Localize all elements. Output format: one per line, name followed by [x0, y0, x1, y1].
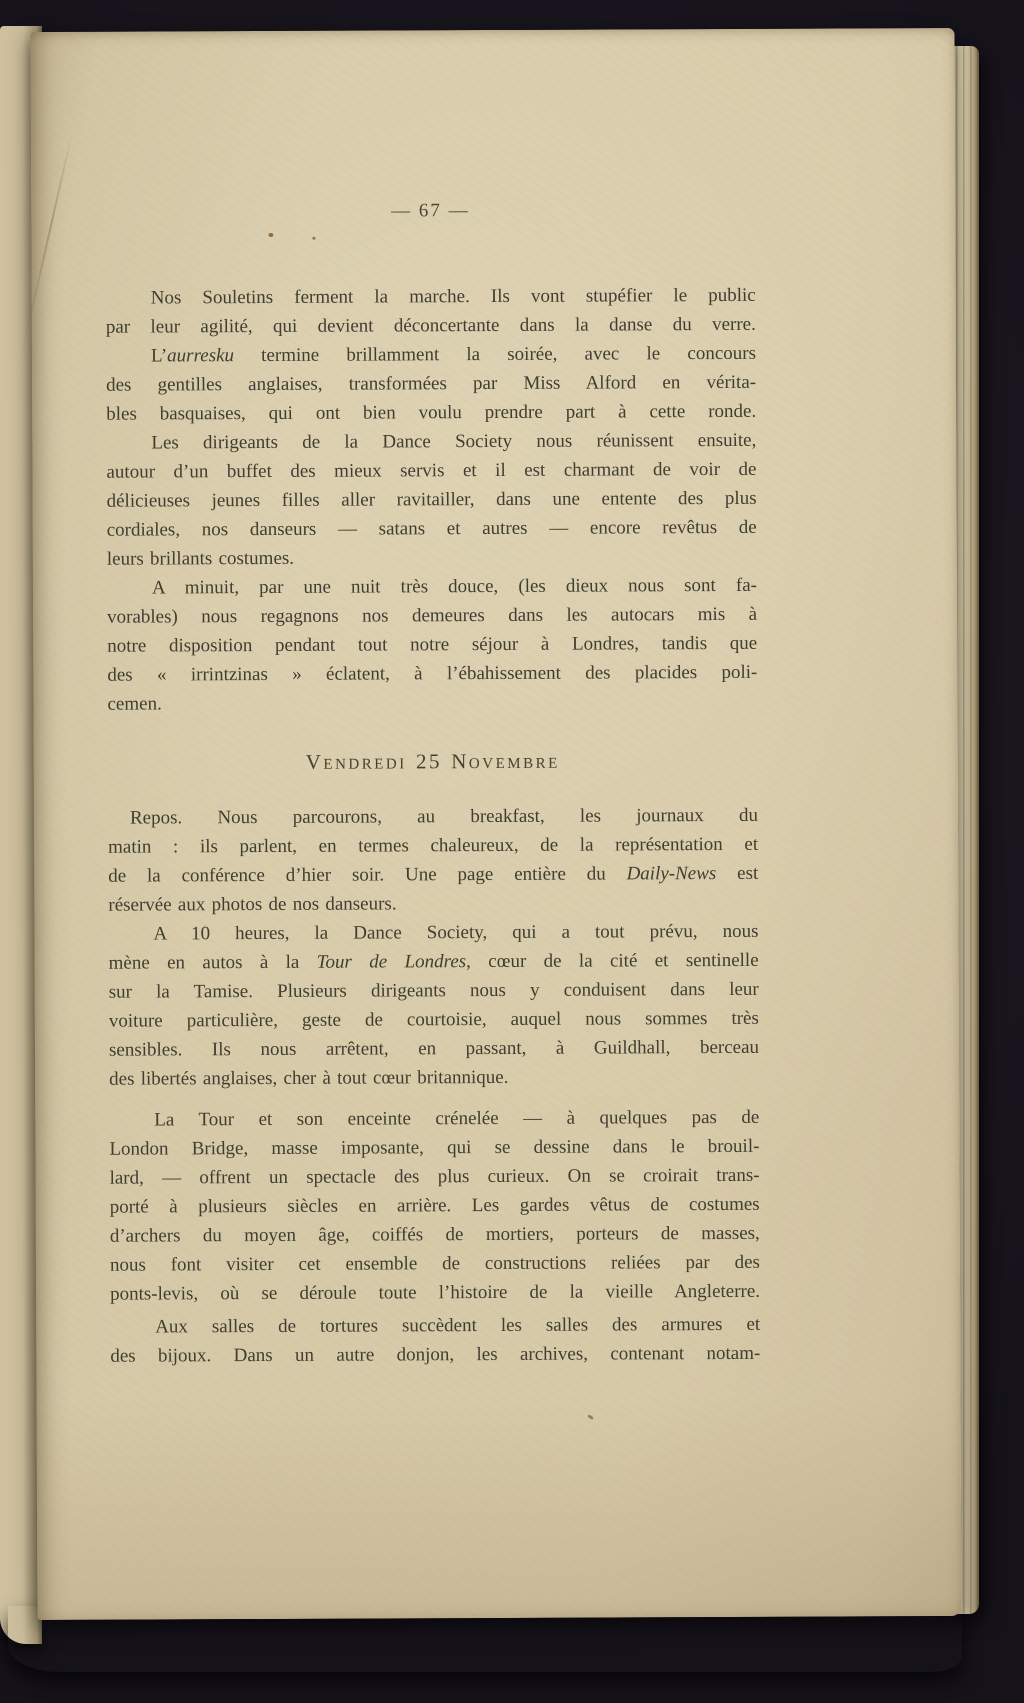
text-line: autour d’un buffet des mieux servis et il est charmant de voir de	[106, 458, 757, 483]
text-line: par leur agilité, qui devient déconcertante dans la danse du verre.	[105, 313, 756, 338]
text-line: porté à plusieurs siècles en arrière. Les gardes vêtus de costumes	[109, 1193, 760, 1218]
text-line: London Bridge, masse imposante, qui se dessine dans le brouil-	[109, 1135, 760, 1160]
paragraph	[110, 1310, 760, 1371]
text-line: des « irrintzinas » éclatent, à l’ébahissement des placides poli-	[107, 661, 758, 686]
text-line: La Tour et son enceinte crénelée — à quelques pas de	[154, 1106, 760, 1131]
text-line: leurs brillants costumes.	[106, 547, 295, 570]
text-line: bles basquaises, qui ont bien voulu prendre part à cette ronde.	[106, 400, 757, 425]
text-line: Aux salles de tortures succèdent les salles des armures et	[155, 1313, 761, 1338]
text-line: lard, — offrent un spectacle des plus curieux. On se croirait trans-	[109, 1164, 760, 1189]
text-line: Les dirigeants de la Dance Society nous réunissent ensuite,	[151, 429, 757, 454]
text-line: de la conférence d’hier soir. Une page entière du Daily-News est	[108, 862, 759, 887]
page-number: — 67 —	[391, 200, 470, 222]
text-line: cordiales, nos danseurs — satans et autres — encore revêtus de	[106, 516, 757, 541]
text-line: réservée aux photos de nos danseurs.	[108, 893, 397, 916]
book-page	[31, 28, 962, 1620]
text-line: L’aurresku termine brillamment la soirée, avec le concours	[150, 342, 756, 367]
paper-speck	[587, 1414, 594, 1420]
text-line: ponts-levis, où se déroule toute l’histoire de la vieille Angleterre.	[110, 1280, 761, 1305]
page-content	[105, 29, 761, 1371]
text-line: des libertés anglaises, cher à tout cœur britannique.	[109, 1066, 509, 1090]
paragraph	[107, 571, 758, 719]
text-line: A 10 heures, la Dance Society, qui a tout prévu, nous	[153, 920, 759, 945]
text-line: cemen.	[107, 693, 162, 715]
text-line: Nos Souletins ferment la marche. Ils vont stupéfier le public	[150, 284, 756, 309]
text-line: matin : ils parlent, en termes chaleureux, de la représentation et	[108, 833, 759, 858]
paragraph	[108, 917, 759, 1094]
paragraph	[108, 801, 758, 920]
text-line: des gentilles anglaises, transformées par Miss Alford en vérita-	[106, 371, 757, 396]
text-line: délicieuses jeunes filles aller ravitailler, dans une entente des plus	[106, 487, 757, 512]
text-line: voiture particulière, geste de courtoisie, auquel nous sommes très	[108, 1007, 759, 1032]
text-line: vorables) nous regagnons nos demeures dans les autocars mis à	[107, 603, 758, 628]
paragraph	[106, 339, 756, 429]
text-line: mène en autos à la Tour de Londres, cœur de la cité et sentinelle	[108, 949, 759, 974]
text-line: d’archers du moyen âge, coiffés de mortiers, porteurs de masses,	[109, 1222, 760, 1247]
paragraph	[109, 1103, 760, 1309]
text-line: sensibles. Ils nous arrêtent, en passant, à Guildhall, berceau	[108, 1036, 760, 1061]
text-line: des bijoux. Dans un autre donjon, les archives, contenant notam-	[110, 1342, 761, 1367]
text-line: Repos. Nous parcourons, au breakfast, les journaux du	[129, 804, 759, 829]
text-line: sur la Tamise. Plusieurs dirigeants nous y conduisent dans leur	[108, 978, 759, 1003]
section-after-heading	[108, 801, 760, 1371]
text-line: nous font visiter cet ensemble de constructions reliées par des	[109, 1251, 760, 1276]
section-before-heading	[106, 281, 758, 719]
paragraph	[106, 426, 757, 574]
text-block	[106, 281, 761, 1371]
section-heading: Vendredi 25 Novembre	[305, 748, 560, 774]
paragraph	[106, 281, 756, 342]
text-line: A minuit, par une nuit très douce, (les dieux nous sont fa-	[151, 574, 758, 599]
text-line: notre disposition pendant tout notre séjour à Londres, tandis que	[107, 632, 758, 657]
